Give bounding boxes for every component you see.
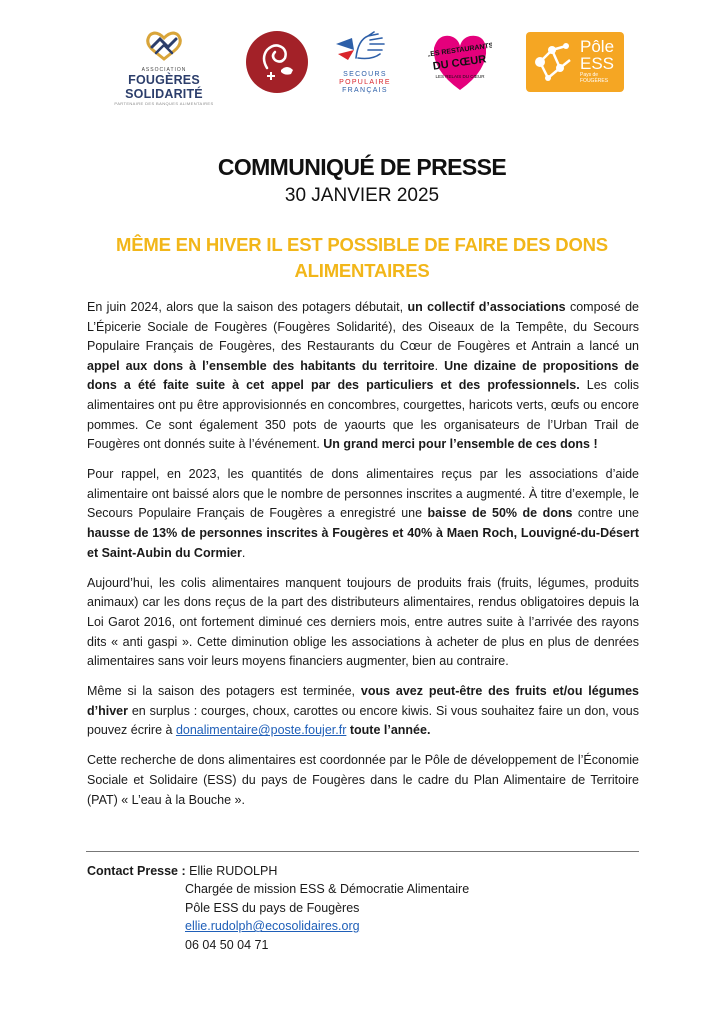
- p1-text-1: En juin 2024, alors que la saison des potagers débutait,: [87, 300, 408, 314]
- oiseaux-de-la-tempete-logo: [245, 30, 309, 94]
- fs-subtitle: PARTENAIRE DES BANQUES ALIMENTAIRES: [114, 101, 214, 106]
- fougeres-solidarite-logo: [100, 28, 228, 106]
- contact-phone: 06 04 50 04 71: [185, 937, 269, 952]
- pole-line4: FOUGÈRES: [580, 78, 609, 84]
- headline-line2: ALIMENTAIRES: [294, 260, 430, 281]
- paragraph-1: [87, 298, 639, 455]
- bird-storm-icon: [245, 30, 309, 94]
- secours-line2: POPULAIRE: [339, 79, 391, 86]
- hand-dove-icon: [328, 28, 402, 66]
- p2-text-1: Pour rappel, en 2023, les quantités de dons alimentaires reçus par les associations d’aide alimentaire ont baissé alors que le nombre de personnes inscrites a augmenté. À titre d’exemple, le Secours Populaire Français de Fougères a enregistré une: [87, 467, 639, 521]
- restos-line2: DU CŒUR: [432, 53, 488, 73]
- p3-text-1: Aujourd’hui, les colis alimentaires manquent toujours de produits frais (fruits, légumes, produits animaux) car les dons reçus de la part des distributeurs alimentaires, rendus obligatoires depuis la Loi Garot 2016, ont fortement diminué ces derniers mois, entre autres suite à l’arrivée des rayons dits « anti gaspi ». Cette diminution oblige les associations à acheter de plus en plus de denrées alimentaires sans voir leurs moyens financiers augmenter, bien au contraire.: [87, 575, 639, 669]
- restos-du-coeur-logo: [428, 28, 492, 94]
- contact-name: Ellie RUDOLPH: [189, 864, 278, 878]
- p2-bold-2: hausse de 13% de personnes inscrites à Fougères et 40% à Maen Roch, Louvigné-du-Désert et Saint-Aubin du Cormier: [87, 526, 639, 560]
- paragraph-2: [87, 465, 639, 563]
- p4-bold-2: toute l’année.: [349, 723, 431, 738]
- contact-role: Chargée de mission ESS & Démocratie Alimentaire: [185, 882, 470, 897]
- p2-bold-1: baisse de 50% de dons: [427, 506, 573, 521]
- contact-email-link[interactable]: ellie.rudolph@ecosolidaires.org: [185, 919, 360, 934]
- fs-association-label: ASSOCIATION: [141, 67, 187, 73]
- secours-populaire-logo: [328, 28, 402, 94]
- p1-bold-4: Un grand merci pour l’ensemble de ces dons !: [323, 437, 598, 452]
- pole-line2: ESS: [580, 54, 615, 73]
- headline: [60, 232, 664, 284]
- headline-line1: MÊME EN HIVER IL EST POSSIBLE DE FAIRE DES DONS: [116, 234, 608, 255]
- p4-text-1: Même si la saison des potagers est terminée,: [87, 684, 361, 699]
- p1-bold-3: Une dizaine de propositions de dons a été faite suite à cet appel par des particuliers et des professionnels.: [87, 358, 639, 393]
- p2-text-3: .: [241, 545, 246, 560]
- p1-text-2: composé de L’Épicerie Sociale de Fougères (Fougères Solidarité), des Oiseaux de la Tempête, du Secours Populaire Français de Fougères, des Restaurants du Cœur de Fougères et Antrain a lancé un: [87, 300, 639, 354]
- p1-text-4: Les colis alimentaires ont pu être approvisionnés en concombres, courgettes, haricots verts, œufs ou encore pommes. Ce sont également 350 pots de yaourts que les organisateurs de l’Urban Trail de Fougères ont donnés suite à l’événement.: [87, 378, 639, 452]
- p5-text-1: Cette recherche de dons alimentaires est coordonnée par le Pôle de développement de l’Économie Sociale et Solidaire (ESS) du pays de Fougères dans le cadre du Plan Alimentaire de Territoire (PAT) « L’eau à la Bouche ».: [87, 753, 639, 807]
- p1-bold-2: appel aux dons à l’ensemble des habitants du territoire: [87, 358, 435, 373]
- paragraph-3: [87, 574, 639, 672]
- paragraph-4: [87, 682, 639, 741]
- contact-divider: [86, 851, 639, 852]
- pole-ess-logo: [526, 32, 624, 92]
- contact-org: Pôle ESS du pays de Fougères: [185, 900, 360, 915]
- p4-text-2: en surplus : courges, choux, carottes ou encore kiwis. Si vous souhaitez faire un don, vous pouvez écrire à: [87, 703, 639, 738]
- pole-ess-text: [580, 38, 614, 84]
- partner-logos: [100, 28, 640, 106]
- p1-bold-1: un collectif d’associations: [407, 300, 566, 314]
- secours-line3: FRANÇAIS: [342, 87, 388, 94]
- page-title: COMMUNIQUÉ DE PRESSE: [217, 154, 507, 180]
- contact-name-line: [87, 862, 469, 880]
- contact-label: Contact Presse :: [87, 864, 186, 878]
- restos-line3: LES RELAIS DU CŒUR: [435, 74, 485, 79]
- press-body: [87, 298, 639, 821]
- p4-bold-1: vous avez peut-être des fruits et/ou légumes d’hiver: [87, 684, 639, 718]
- press-contact: [87, 862, 469, 954]
- p1-text-3: .: [434, 358, 445, 373]
- p2-text-2: contre une: [572, 506, 639, 521]
- secours-line1: SECOURS: [343, 71, 387, 78]
- pole-line1: Pôle: [580, 37, 615, 56]
- press-header: [0, 154, 724, 208]
- restos-heart-icon: [428, 28, 492, 94]
- press-date: 30 JANVIER 2025: [284, 185, 440, 206]
- pole-line3: Pays de: [580, 72, 599, 78]
- fougeres-solidarite-emblem-icon: [100, 28, 228, 62]
- fs-name: FOUGÈRES SOLIDARITÉ: [125, 73, 203, 101]
- contact-email-line: [87, 917, 469, 935]
- restos-line1: LES RESTAURANTS: [428, 42, 492, 59]
- paragraph-5: [87, 751, 639, 810]
- donation-email-link[interactable]: donalimentaire@poste.foujer.fr: [175, 723, 347, 738]
